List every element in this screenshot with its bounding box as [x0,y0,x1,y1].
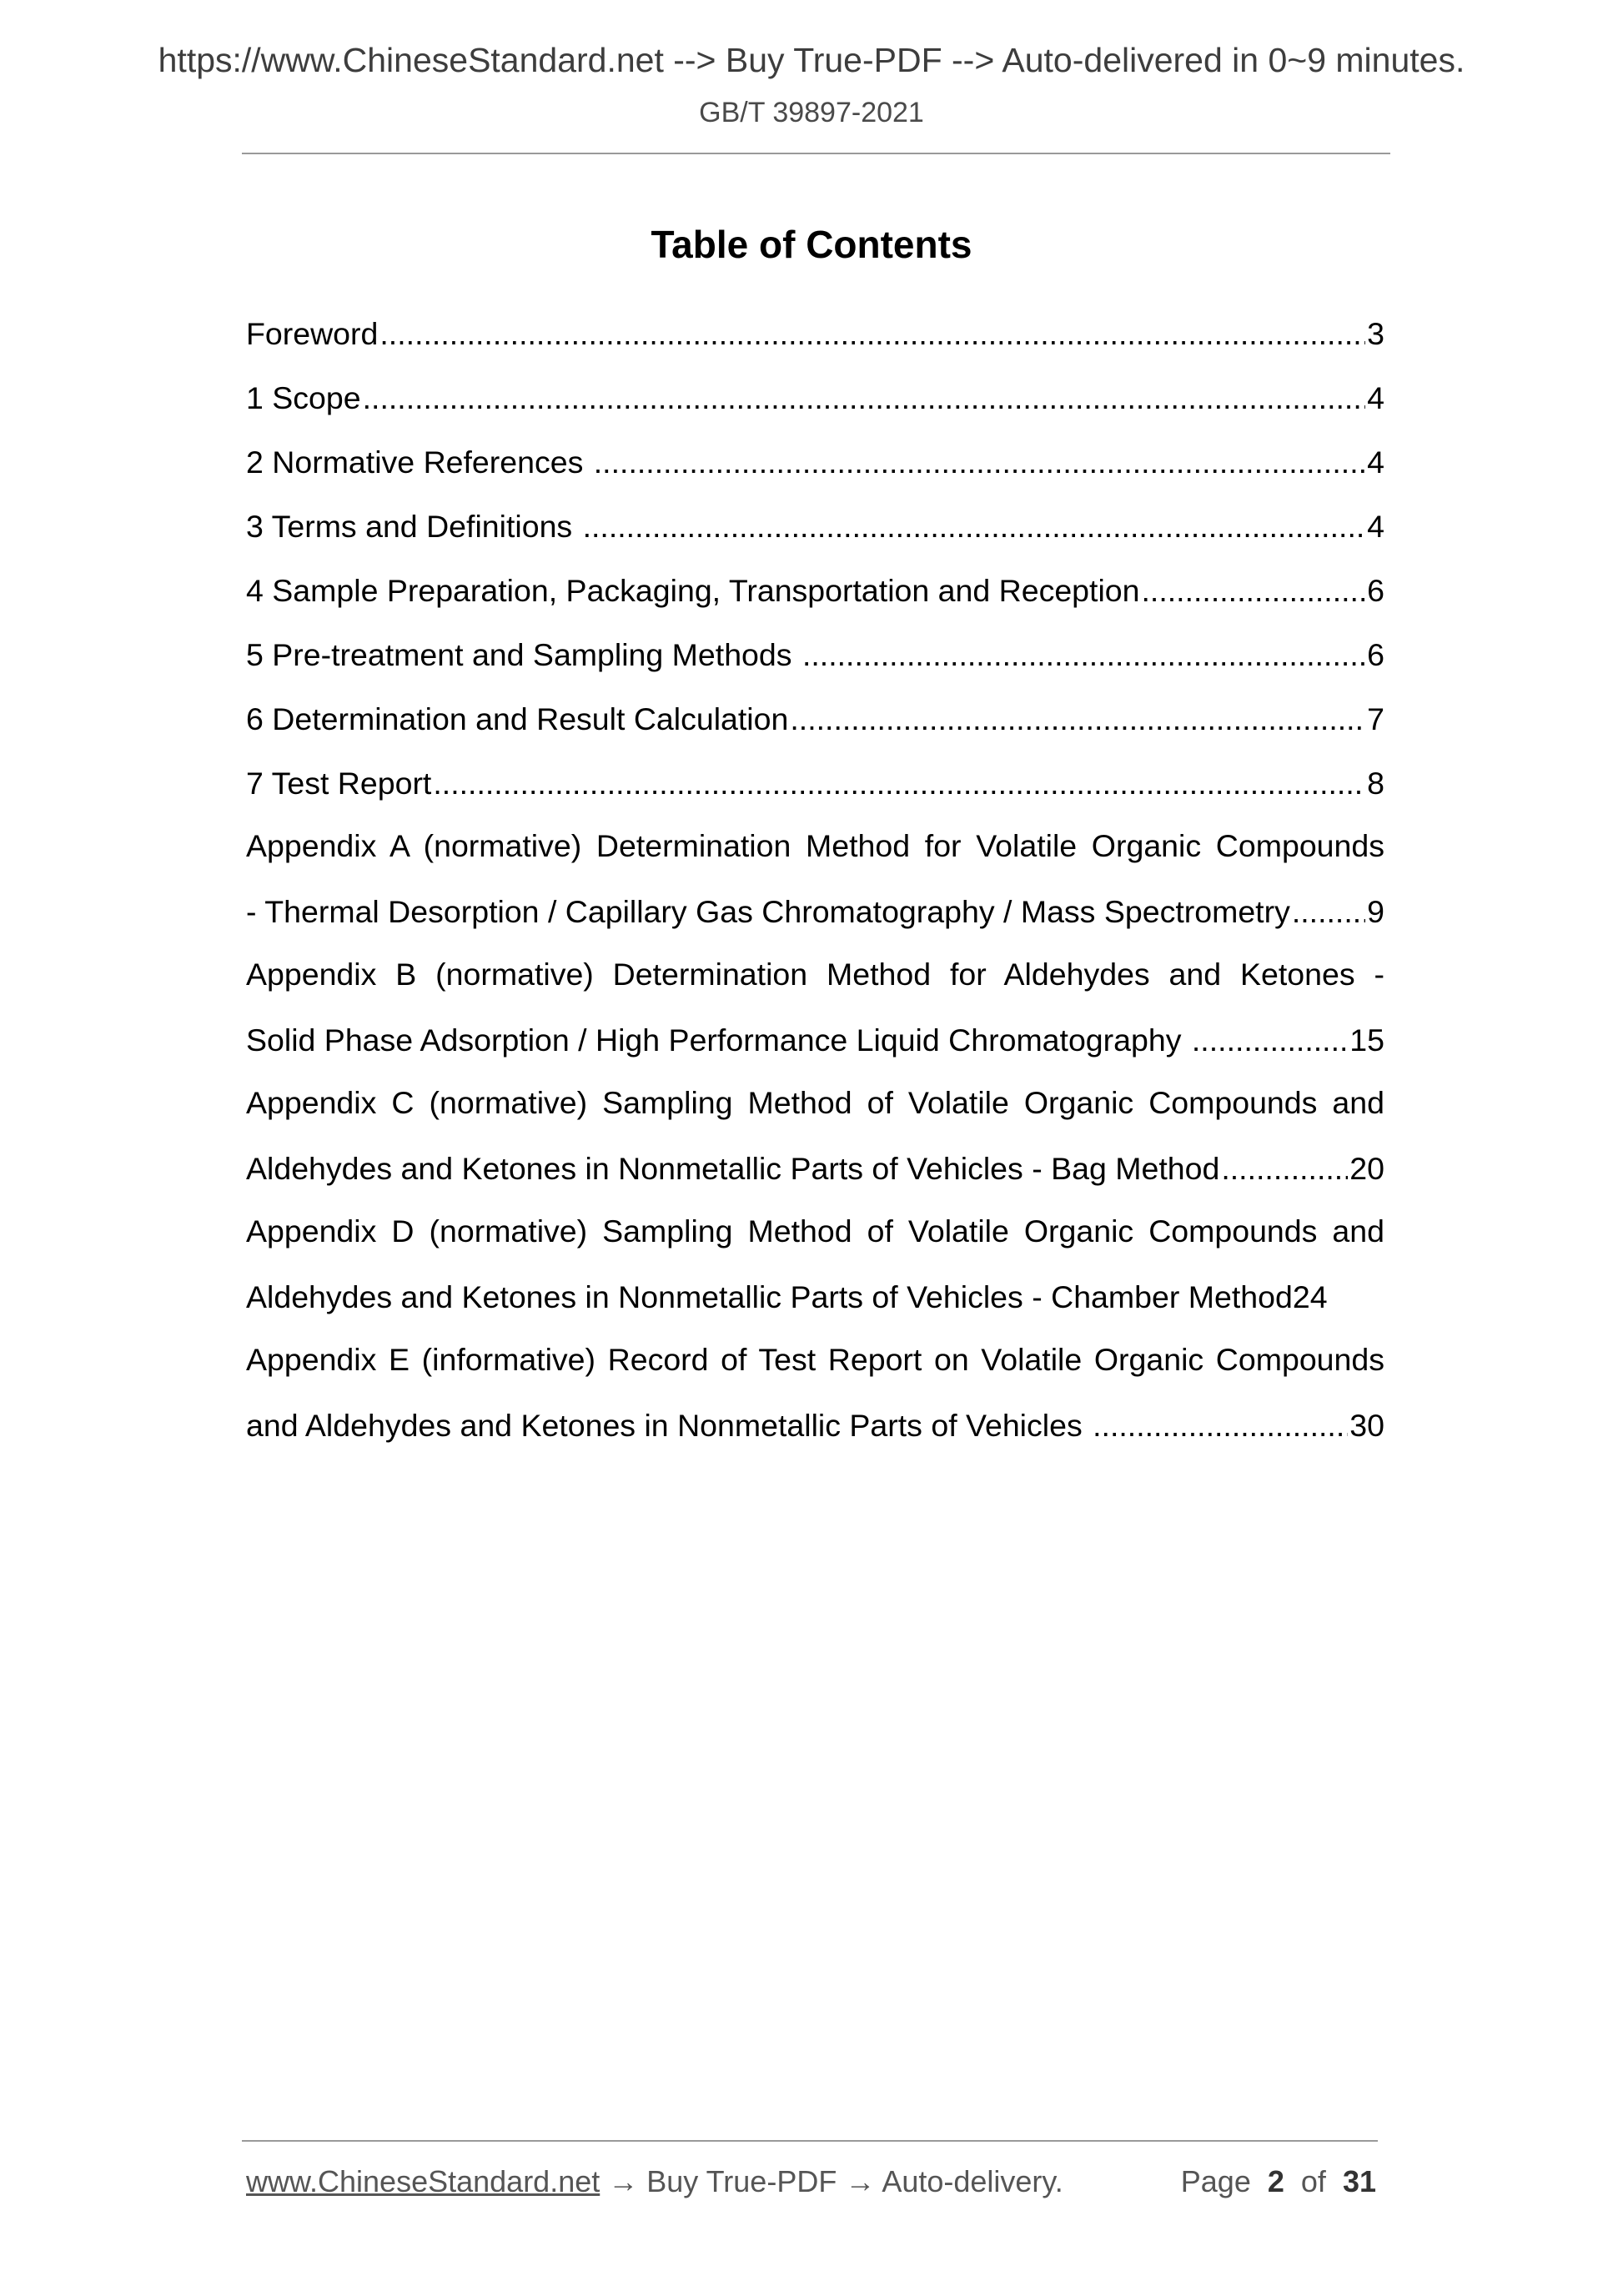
toc-dot-leader [433,768,1365,800]
toc-entry-determination-calculation[interactable] [246,687,1384,751]
current-page-number: 2 [1267,2164,1284,2198]
toc-title: Table of Contents [651,223,972,266]
toc-entry-appendix-d-line2[interactable] [246,1265,1384,1329]
toc-entry-page: 24 [1292,1279,1328,1314]
toc-entry-text: Appendix E (informative) Record of Test Report on Volatile Organic Compounds [246,1342,1384,1377]
toc-entry-text: 4 Sample Preparation, Packaging, Transportation and Reception [246,572,1140,608]
toc-entry-appendix-c-line1[interactable] [246,1073,1384,1137]
top-banner: https://www.ChineseStandard.net --> Buy True-PDF --> Auto-delivered in 0~9 minutes. [158,41,1465,79]
toc-entry-page: 4 [1367,379,1384,415]
toc-entry-text: 6 Determination and Result Calculation [246,701,789,736]
toc-entry-test-report[interactable] [246,751,1384,816]
toc-entry-text: Appendix B (normative) Determination Method for Aldehydes and Ketones - [246,957,1384,992]
toc-entry-text: Appendix C (normative) Sampling Method of Volatile Organic Compounds and [246,1085,1384,1120]
toc-entry-text: 3 Terms and Definitions [246,508,581,544]
toc-dot-leader [1142,575,1366,607]
toc-entry-page: 30 [1349,1407,1384,1443]
toc-entry-appendix-d-line1[interactable] [246,1201,1384,1265]
footer-tagline: → Buy True-PDF → Auto-delivery. [600,2164,1063,2198]
toc-entry-appendix-a-line2[interactable] [246,880,1384,944]
toc-entry-page: 6 [1367,572,1384,608]
toc-entry-text: Appendix A (normative) Determination Method for Volatile Organic Compounds [246,828,1384,863]
toc-entry-page: 7 [1367,701,1384,736]
total-page-number: 31 [1342,2164,1376,2198]
toc-dot-leader [583,511,1366,543]
toc-entry-page: 9 [1367,893,1384,929]
toc-entry-text: Foreword [246,315,379,351]
toc-entry-text: Solid Phase Adsorption / High Performance Liquid Chromatography [246,1022,1190,1058]
toc-dot-leader [1192,1025,1348,1057]
toc-entry-text: and Aldehydes and Ketones in Nonmetallic Parts of Vehicles [246,1407,1092,1443]
toc-dot-leader [790,704,1365,736]
toc-entry-scope[interactable] [246,366,1384,430]
toc-entry-page: 15 [1349,1022,1384,1058]
header-divider [242,153,1390,154]
page-indicator [1181,2163,1376,2200]
toc-entry-page: 8 [1367,765,1384,801]
document-code: GB/T 39897-2021 [699,97,924,128]
toc-entry-page: 3 [1367,315,1384,351]
toc-entry-pretreatment-sampling[interactable] [246,623,1384,687]
page-footer [246,2163,1376,2200]
of-word: of [1300,2164,1326,2198]
toc-entry-appendix-c-line2[interactable] [246,1137,1384,1201]
toc-dot-leader [802,640,1365,671]
toc-entry-sample-preparation[interactable] [246,559,1384,623]
toc-entry-text: Appendix D (normative) Sampling Method of Volatile Organic Compounds and [246,1213,1384,1248]
toc-entry-text: Aldehydes and Ketones in Nonmetallic Parts of Vehicles - Bag Method [246,1150,1220,1186]
toc-entry-page: 4 [1367,508,1384,544]
toc-entry-foreword[interactable] [246,302,1384,366]
toc-dot-leader [379,319,1365,350]
toc-dot-leader [594,447,1365,479]
toc-entry-text: 1 Scope [246,379,361,415]
toc-dot-leader [1093,1410,1348,1442]
footer-divider [242,2140,1378,2142]
toc-dot-leader [1221,1153,1348,1185]
toc-dot-leader [363,383,1366,414]
toc-entry-text: 7 Test Report [246,765,432,801]
toc-entry-normative-references[interactable] [246,430,1384,495]
table-of-contents [246,302,1384,1458]
toc-entry-text: 2 Normative References [246,444,592,480]
footer-site-link[interactable]: www.ChineseStandard.net [246,2164,600,2198]
toc-entry-page: 20 [1349,1150,1384,1186]
toc-entry-text: Aldehydes and Ketones in Nonmetallic Parts of Vehicles - Chamber Method [246,1279,1293,1314]
toc-entry-page: 4 [1367,444,1384,480]
toc-entry-terms-definitions[interactable] [246,495,1384,559]
toc-entry-appendix-a-line1[interactable] [246,816,1384,880]
toc-entry-page: 6 [1367,636,1384,672]
toc-entry-text: - Thermal Desorption / Capillary Gas Chromatography / Mass Spectrometry [246,893,1290,929]
page-word: Page [1180,2164,1251,2198]
toc-entry-appendix-b-line2[interactable] [246,1008,1384,1073]
toc-entry-appendix-e-line2[interactable] [246,1394,1384,1458]
toc-entry-appendix-e-line1[interactable] [246,1329,1384,1394]
toc-entry-appendix-b-line1[interactable] [246,944,1384,1008]
toc-entry-text: 5 Pre-treatment and Sampling Methods [246,636,801,672]
toc-dot-leader [1292,897,1365,928]
